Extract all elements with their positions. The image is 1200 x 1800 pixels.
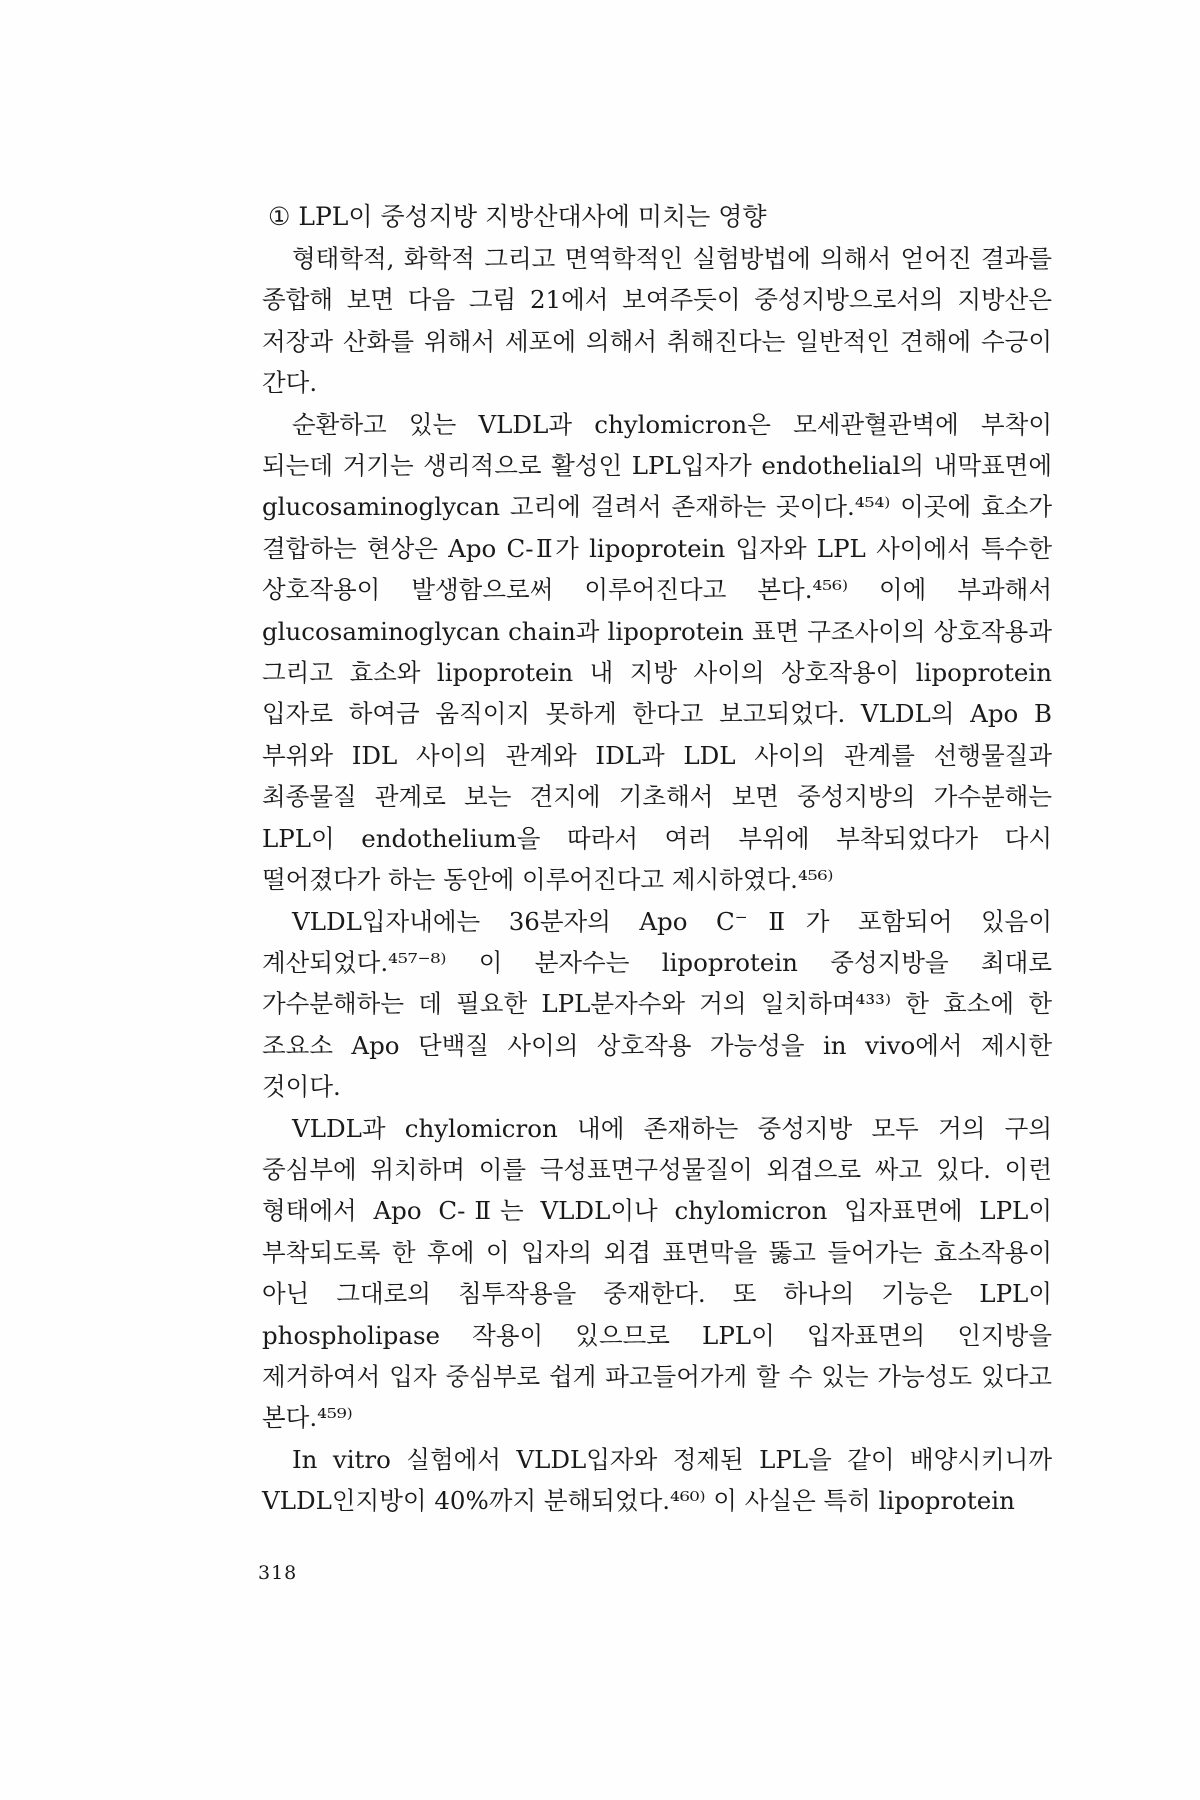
- paragraph-2: 순환하고 있는 VLDL과 chylomicron은 모세관혈관벽에 부착이 되는데 거기는 생리적으로 활성인 LPL입자가 endothelial의 내막표면에 glucosaminoglycan 고리에 걸려서 존재하는 곳이다.⁴⁵⁴⁾ 이곳에 효소가 결합하는 현상은 Apo C-Ⅱ가 lipoprotein 입자와 LPL 사이에서 특수한 상호작용이 발생함으로써 이루어진다고 본다.⁴⁵⁶⁾ 이에 부과해서 glucosaminoglycan chain과 lipoprotein 표면 구조사이의 상호작용과 그리고 효소와 lipoprotein 내 지방 사이의 상호작용이 lipoprotein 입자로 하여금 움직이지 못하게 한다고 보고되었다. VLDL의 Apo B 부위와 IDL 사이의 관계와 IDL과 LDL 사이의 관계를 선행물질과 최종물질 관계로 보는 견지에 기초해서 보면 중성지방의 가수분해는 LPL이 endothelium을 따라서 여러 부위에 부착되었다가 다시 떨어졌다가 하는 동안에 이루어진다고 제시하였다.⁴⁵⁶⁾: [262, 409, 1052, 895]
- paragraph-3: VLDL입자내에는 36분자의 Apo C⁻Ⅱ가 포함되어 있음이 계산되었다.⁴⁵⁷⁻⁸⁾ 이 분자수는 lipoprotein 중성지방을 최대로 가수분해하는 데 필요한 LPL분자수와 거의 일치하며⁴³³⁾ 한 효소에 한 조요소 Apo 단백질 사이의 상호작용 가능성을 in vivo에서 제시한 것이다.: [262, 906, 1052, 1102]
- text-body: [262, 196, 1052, 1522]
- paragraph-1: 형태학적, 화학적 그리고 면역학적인 실험방법에 의해서 얻어진 결과를 종합해 보면 다음 그림 21에서 보여주듯이 중성지방으로서의 지방산은 저장과 산화를 위해서 세포에 의해서 취해진다는 일반적인 견해에 수긍이 간다.: [262, 244, 1052, 398]
- page-number: 318: [258, 1562, 298, 1584]
- paragraph-5: In vitro 실험에서 VLDL입자와 정제된 LPL을 같이 배양시키니까 VLDL인지방이 40%까지 분해되었다.⁴⁶⁰⁾ 이 사실은 특히 lipoprotein: [262, 1444, 1052, 1516]
- section-heading: ① LPL이 중성지방 지방산대사에 미치는 영향: [268, 202, 767, 231]
- paragraph-4: VLDL과 chylomicron 내에 존재하는 중성지방 모두 거의 구의 중심부에 위치하며 이를 극성표면구성물질이 외겹으로 싸고 있다. 이런 형태에서 Apo C-Ⅱ는 VLDL이나 chylomicron 입자표면에 LPL이 부착되도록 한 후에 이 입자의 외겹 표면막을 뚫고 들어가는 효소작용이 아닌 그대로의 침투작용을 중재한다. 또 하나의 기능은 LPL이 phospholipase 작용이 있으므로 LPL이 입자표면의 인지방을 제거하여서 입자 중심부로 쉽게 파고들어가게 할 수 있는 가능성도 있다고 본다.⁴⁵⁹⁾: [262, 1113, 1052, 1433]
